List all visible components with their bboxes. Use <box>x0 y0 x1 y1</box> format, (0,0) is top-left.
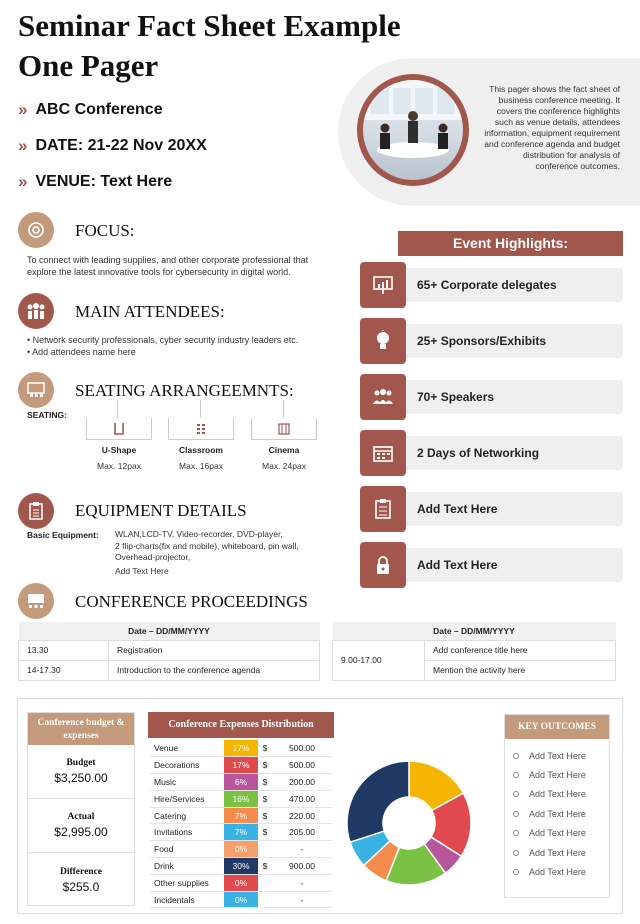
meta-date <box>18 136 207 156</box>
proceedings-date-header: Date – DD/MM/YYYY <box>333 622 616 640</box>
table-row: Venue 17% $ 500.00 <box>150 740 332 757</box>
table-row: Food 0% - <box>150 841 332 858</box>
attendees-title: MAIN ATTENDEES: <box>75 302 225 321</box>
list-item: Add Text Here <box>505 824 609 843</box>
people-icon <box>360 374 406 420</box>
presentation-icon <box>360 262 406 308</box>
seating-option-cinema: Cinema Max. 24pax <box>251 418 317 471</box>
table-row: Incidentals 0% - <box>150 891 332 908</box>
donut-slice <box>347 761 409 842</box>
focus-body: To connect with leading supplies, and other corporate professional that explore the latest innovative tools for cybersecurity in digital world. <box>27 255 309 277</box>
chevron-right-icon: » <box>18 136 28 155</box>
table-row: Other supplies 0% - <box>150 874 332 891</box>
list-item: Add Text Here <box>505 843 609 862</box>
list-item: Add Text Here <box>505 804 609 823</box>
seating-label: SEATING: <box>27 410 67 420</box>
meta-conference <box>18 100 163 120</box>
meta-venue <box>18 172 172 192</box>
meta-date-text: DATE: 21-22 Nov 20XX <box>35 137 207 154</box>
presentation-board-icon <box>18 583 54 619</box>
page-title: Seminar Fact Sheet Example One Pager <box>18 8 401 83</box>
seating-option-classroom: Classroom Max. 16pax <box>168 418 234 471</box>
table-row: Drink 30% $ 900.00 <box>150 858 332 875</box>
bullet-icon <box>513 850 519 856</box>
key-outcomes-title: KEY OUTCOMES <box>505 715 609 739</box>
table-row: Catering 7% $ 220.00 <box>150 807 332 824</box>
lock-icon <box>360 542 406 588</box>
highlight-item: Add Text Here <box>360 542 623 588</box>
meeting-photo-icon <box>363 80 463 180</box>
cinema-icon <box>251 418 317 440</box>
table-row: 13.30 Registration <box>19 640 320 660</box>
table-row: Hire/Services 16% $ 470.00 <box>150 790 332 807</box>
list-item: Add Text Here <box>505 765 609 784</box>
highlight-item: 25+ Sponsors/Exhibits <box>360 318 623 364</box>
attendees-icon <box>18 293 54 329</box>
focus-title: FOCUS: <box>75 221 135 240</box>
lightbulb-icon <box>360 318 406 364</box>
list-item: Add Text Here <box>505 785 609 804</box>
bullet-icon <box>513 772 519 778</box>
list-item: • Add attendees name here <box>27 347 136 357</box>
equipment-title: EQUIPMENT DETAILS <box>75 501 247 520</box>
budget-item-actual: Actual $2,995.00 <box>28 799 134 853</box>
proceedings-date-header: Date – DD/MM/YYYY <box>19 622 320 640</box>
equipment-label: Basic Equipment: <box>27 530 99 540</box>
meta-conference-text: ABC Conference <box>35 101 163 118</box>
seating-title: SEATING ARRANGEEMNTS: <box>75 381 294 400</box>
bullet-icon <box>513 869 519 875</box>
bullet-icon <box>513 753 519 759</box>
list-item: • Network security professionals, cyber security industry leaders etc. <box>27 335 299 345</box>
highlight-item: 65+ Corporate delegates <box>360 262 623 308</box>
classroom-icon <box>168 418 234 440</box>
budget-summary <box>27 712 135 906</box>
meta-venue-text: VENUE: Text Here <box>35 173 173 190</box>
equipment-list: WLAN,LCD-TV, Video-recorder, DVD-player, 2 flip-charts(fix and mobile), whiteboard, pin wall, Overhead-projector, Add Text Here <box>115 529 299 576</box>
expenses-title: Conference Expenses Distribution <box>148 712 334 738</box>
expenses-table <box>150 740 332 908</box>
seating-option-u-shape: U-Shape Max. 12pax <box>86 418 152 471</box>
table-row: 9.00-17.00 Add conference title here <box>333 640 616 660</box>
event-highlights-title: Event Highlights: <box>398 231 623 256</box>
key-outcomes <box>504 714 610 898</box>
checklist-icon <box>360 486 406 532</box>
attendees-list <box>27 334 337 358</box>
table-row: Music 6% $ 200.00 <box>150 774 332 791</box>
seating-icon <box>18 372 54 408</box>
budget-title: Conference budget & expenses <box>28 713 134 745</box>
table-row: Mention the activity here <box>333 660 616 680</box>
bullet-icon <box>513 791 519 797</box>
bullet-icon <box>513 830 519 836</box>
expenses-donut-chart <box>344 758 474 888</box>
hero-description: This pager shows the fact sheet of business conference meeting. It covers the conference highlights such as venue details, attendees information, equipment requirement and conference agenda and budget distribution for analysis of conference outcomes. <box>484 84 620 171</box>
u-shape-icon <box>86 418 152 440</box>
list-item: Add Text Here <box>505 746 609 765</box>
clipboard-icon <box>18 493 54 529</box>
table-row: Invitations 7% $ 205.00 <box>150 824 332 841</box>
calendar-icon <box>360 430 406 476</box>
highlight-item: 2 Days of Networking <box>360 430 623 476</box>
bullet-icon <box>513 811 519 817</box>
target-icon <box>18 212 54 248</box>
table-row: 14-17.30 Introduction to the conference agenda <box>19 660 320 680</box>
budget-item-budget: Budget $3,250.00 <box>28 745 134 799</box>
budget-item-difference: Difference $255.0 <box>59 866 103 894</box>
hero-photo <box>363 80 463 180</box>
highlight-item: 70+ Speakers <box>360 374 623 420</box>
proceedings-title: CONFERENCE PROCEEDINGS <box>75 592 308 611</box>
list-item: Add Text Here <box>505 862 609 881</box>
table-row: Decorations 17% $ 500.00 <box>150 757 332 774</box>
proceedings-table-day1 <box>18 622 320 681</box>
highlight-item: Add Text Here <box>360 486 623 532</box>
chevron-right-icon: » <box>18 172 28 191</box>
chevron-right-icon: » <box>18 100 28 119</box>
proceedings-table-day2 <box>332 622 616 681</box>
